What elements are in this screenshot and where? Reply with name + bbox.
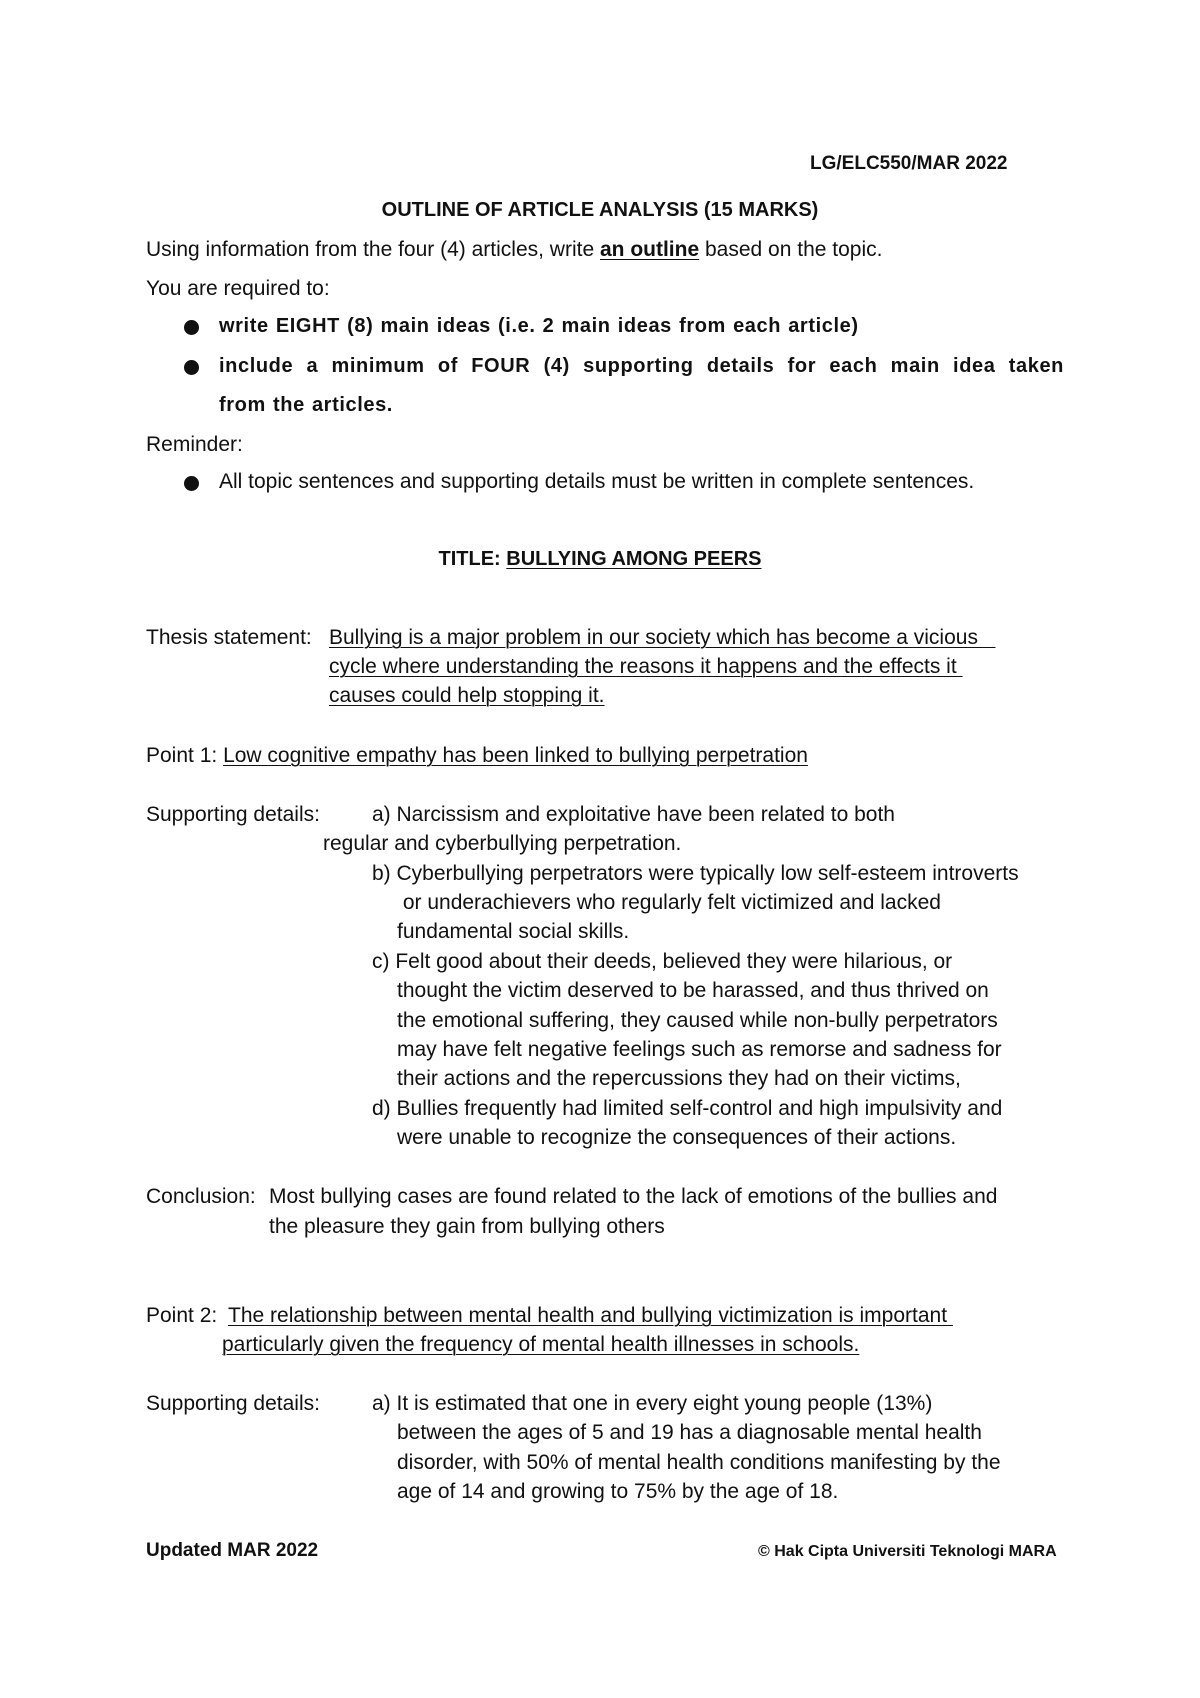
detail-c-continued: the emotional suffering, they caused while non-bully perpetrators <box>397 1009 998 1032</box>
point-2-text: The relationship between mental health and bullying victimization is important <box>228 1304 953 1327</box>
instruction-text-post: based on the topic. <box>699 238 883 261</box>
detail-c-continued: may have felt negative feelings such as remorse and sadness for <box>397 1038 1002 1061</box>
detail-c: c) Felt good about their deeds, believed they were hilarious, or <box>372 950 953 973</box>
requirement-item: write EIGHT (8) main ideas (i.e. 2 main ideas from each article) <box>219 315 859 337</box>
point-label: Point 1: <box>146 744 224 767</box>
point-text: Low cognitive empathy has been linked to bullying perpetration <box>223 744 808 767</box>
document-code: LG/ELC550/MAR 2022 <box>810 153 1008 174</box>
thesis-line: Bullying is a major problem in our society which has become a vicious <box>329 626 996 649</box>
requirement-item-continued: from the articles. <box>219 394 393 416</box>
detail-c-continued: their actions and the repercussions they had on their victims, <box>397 1067 961 1090</box>
footer-updated: Updated MAR 2022 <box>146 1540 319 1561</box>
bullet-icon <box>184 476 199 491</box>
instruction-emphasis: an outline <box>599 238 700 261</box>
detail-b: b) Cyberbullying perpetrators were typically low self-esteem introverts <box>372 862 1019 885</box>
detail-a: a) It is estimated that one in every eight young people (13%) <box>372 1392 933 1415</box>
requirement-item: include a minimum of FOUR (4) supporting details for each main idea taken <box>219 355 1064 377</box>
detail-d: d) Bullies frequently had limited self-control and high impulsivity and <box>372 1097 1003 1120</box>
conclusion-label: Conclusion: <box>146 1185 256 1208</box>
supporting-details-label: Supporting details: <box>146 1392 320 1415</box>
thesis-line: causes could help stopping it. <box>329 684 605 707</box>
title-label: TITLE: <box>438 548 507 570</box>
thesis-line: cycle where understanding the reasons it happens and the effects it <box>329 655 963 678</box>
page-title: OUTLINE OF ARTICLE ANALYSIS (15 MARKS) <box>381 199 819 221</box>
point-2-label: Point 2: <box>146 1304 218 1327</box>
detail-a-continued: age of 14 and growing to 75% by the age of 18. <box>397 1480 839 1503</box>
detail-b-continued: or underachievers who regularly felt victimized and lacked <box>397 891 941 914</box>
detail-a: a) Narcissism and exploitative have been related to both <box>372 803 895 826</box>
reminder-label: Reminder: <box>146 433 243 456</box>
detail-c-continued: thought the victim deserved to be harassed, and thus thrived on <box>397 979 989 1002</box>
detail-d-continued: were unable to recognize the consequences of their actions. <box>397 1126 957 1149</box>
conclusion-line: the pleasure they gain from bullying others <box>269 1215 665 1238</box>
thesis-label: Thesis statement: <box>146 626 312 649</box>
detail-a-continued: disorder, with 50% of mental health conditions manifesting by the <box>397 1451 1001 1474</box>
point-1 <box>146 743 808 769</box>
detail-a-continued: between the ages of 5 and 19 has a diagnosable mental health <box>397 1421 982 1444</box>
footer-copyright: © Hak Cipta Universiti Teknologi MARA <box>758 1543 1057 1560</box>
bullet-icon <box>184 360 199 375</box>
instruction-line <box>146 237 882 263</box>
bullet-icon <box>184 320 199 335</box>
reminder-item: All topic sentences and supporting details must be written in complete sentences. <box>219 470 975 493</box>
outline-title <box>0 547 1200 572</box>
title-text: BULLYING AMONG PEERS <box>506 548 762 570</box>
conclusion-line: Most bullying cases are found related to the lack of emotions of the bullies and <box>269 1185 998 1208</box>
instruction-required: You are required to: <box>146 277 330 300</box>
instruction-text-pre: Using information from the four (4) articles, write <box>146 238 600 261</box>
detail-a-continued: regular and cyberbullying perpetration. <box>323 832 682 855</box>
detail-b-continued: fundamental social skills. <box>397 920 630 943</box>
supporting-details-label: Supporting details: <box>146 803 320 826</box>
point-2-text: particularly given the frequency of mental health illnesses in schools. <box>222 1333 860 1356</box>
